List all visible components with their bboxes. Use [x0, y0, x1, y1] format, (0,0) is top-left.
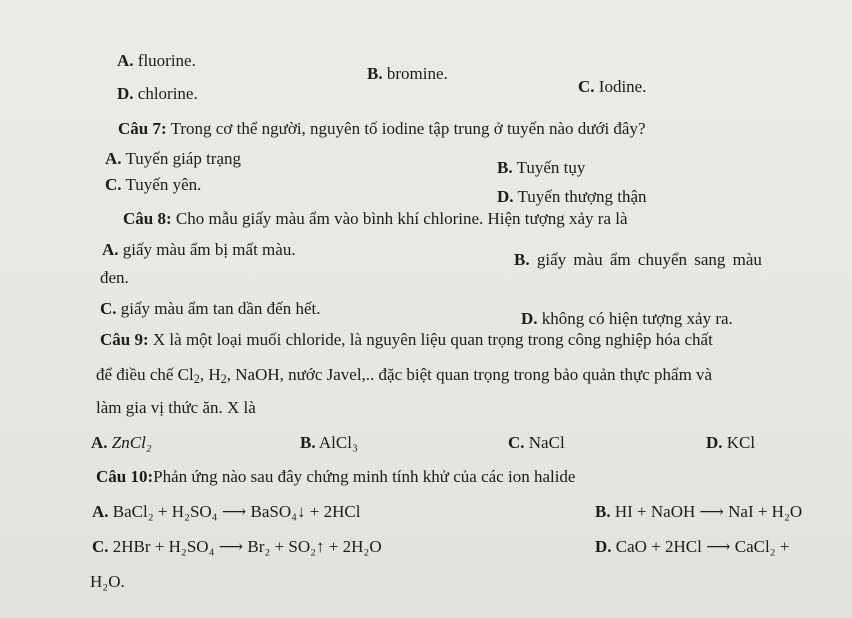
q6-c-text: Iodine.	[598, 77, 647, 96]
q8-c-text: giấy màu ẩm tan dần đến hết.	[120, 299, 321, 318]
q7-a-letter: A.	[105, 149, 122, 168]
q8-option-a	[102, 240, 296, 260]
q8-b-letter: B.	[514, 250, 530, 269]
q10-a-letter: A.	[92, 502, 109, 521]
q9-a-text: ZnCl₂	[111, 433, 152, 452]
q10-option-a	[92, 502, 360, 522]
q9-label: Câu 9:	[100, 330, 149, 349]
q9-option-d	[706, 433, 755, 453]
q7-option-a	[105, 149, 241, 169]
q10-c-letter: C.	[92, 537, 109, 556]
q8-text: Cho mẫu giấy màu ẩm vào bình khí chlorine. Hiện tượng xảy ra là	[175, 209, 628, 228]
q10-text: Phản ứng nào sau đây chứng minh tính khử của các ion halide	[153, 467, 576, 486]
q7-option-b	[497, 158, 585, 178]
q8-d-letter: D.	[521, 309, 538, 328]
q7-b-letter: B.	[497, 158, 513, 177]
q10-option-d-continuation	[90, 572, 125, 592]
q6-option-b	[367, 64, 448, 84]
q6-c-letter: C.	[578, 77, 595, 96]
q8-b-text: giấy màu ẩm chuyển sang màu	[536, 250, 762, 269]
q7-option-d	[497, 187, 647, 207]
q10-option-b	[595, 502, 802, 522]
q8-a-text: giấy màu ẩm bị mất màu.	[122, 240, 296, 259]
q8-option-b-continuation	[100, 268, 129, 288]
q6-a-text: fluorine.	[137, 51, 196, 70]
q10-d-letter: D.	[595, 537, 612, 556]
q7-text: Trong cơ thể người, nguyên tố iodine tập trung ở tuyến nào dưới đây?	[170, 119, 646, 138]
q8-question	[123, 209, 628, 229]
q10-question	[96, 467, 575, 487]
q10-d-text: CaO + 2HCl ⟶ CaCl₂ +	[615, 537, 790, 556]
q6-d-text: chlorine.	[137, 84, 198, 103]
q9-c-text: NaCl	[528, 433, 565, 452]
q9-option-b	[300, 433, 358, 453]
q7-option-c	[105, 175, 201, 195]
q7-d-text: Tuyến thượng thận	[517, 187, 647, 206]
q9-c-letter: C.	[508, 433, 525, 452]
q7-label: Câu 7:	[118, 119, 167, 138]
q6-a-letter: A.	[117, 51, 134, 70]
q7-c-text: Tuyến yên.	[125, 175, 202, 194]
q8-option-b	[514, 250, 762, 270]
q8-label: Câu 8:	[123, 209, 172, 228]
q10-b-letter: B.	[595, 502, 611, 521]
q10-a-text: BaCl₂ + H₂SO₄ ⟶ BaSO₄↓ + 2HCl	[112, 502, 361, 521]
q8-c-letter: C.	[100, 299, 117, 318]
q9-line2-pre: để điều chế	[96, 365, 174, 384]
q9-d-text: KCl	[726, 433, 756, 452]
q9-line2-post: , NaOH, nước Javel,.. đặc biệt quan trọng trong bảo quản thực phẩm và	[226, 365, 713, 384]
q6-d-letter: D.	[117, 84, 134, 103]
q9-d-letter: D.	[706, 433, 723, 452]
q8-b-cont: đen.	[100, 268, 129, 287]
q9-option-c	[508, 433, 565, 453]
q7-question	[118, 119, 646, 139]
q9-b-letter: B.	[300, 433, 316, 452]
q6-b-letter: B.	[367, 64, 383, 83]
q7-a-text: Tuyến giáp trạng	[125, 149, 242, 168]
q8-option-c	[100, 299, 320, 319]
q7-b-text: Tuyến tụy	[516, 158, 586, 177]
q9-line-1	[100, 330, 713, 350]
q10-option-c	[92, 537, 382, 557]
q7-d-letter: D.	[497, 187, 514, 206]
q6-option-c	[578, 77, 646, 97]
q8-a-letter: A.	[102, 240, 119, 259]
q10-d-cont: H₂O.	[90, 572, 125, 591]
q9-line-2: để điều chế $Cl_2$, $H_2$, NaOH, nước Javel,.. đặc biệt quan trọng trong bảo quản thực phẩm và	[96, 365, 713, 387]
q10-label: Câu 10:	[96, 467, 154, 486]
q8-option-d	[521, 309, 733, 329]
q10-b-text: HI + NaOH ⟶ NaI + H₂O	[614, 502, 803, 521]
q8-d-text: không có hiện tượng xảy ra.	[541, 309, 733, 328]
q10-option-d	[595, 537, 789, 557]
q7-c-letter: C.	[105, 175, 122, 194]
q9-line-3	[96, 398, 256, 418]
q9-line1: X là một loại muối chloride, là nguyên liệu quan trọng trong công nghiệp hóa chất	[152, 330, 713, 349]
q9-option-a	[91, 433, 152, 453]
q6-option-a	[117, 51, 196, 71]
q6-b-text: bromine.	[386, 64, 448, 83]
q6-option-d	[117, 84, 198, 104]
q10-c-text: 2HBr + H₂SO₄ ⟶ Br₂ + SO₂↑ + 2H₂O	[112, 537, 382, 556]
q9-a-letter: A.	[91, 433, 108, 452]
q9-b-text: AlCl₃	[318, 433, 358, 452]
q9-line3: làm gia vị thức ăn. X là	[96, 398, 256, 417]
